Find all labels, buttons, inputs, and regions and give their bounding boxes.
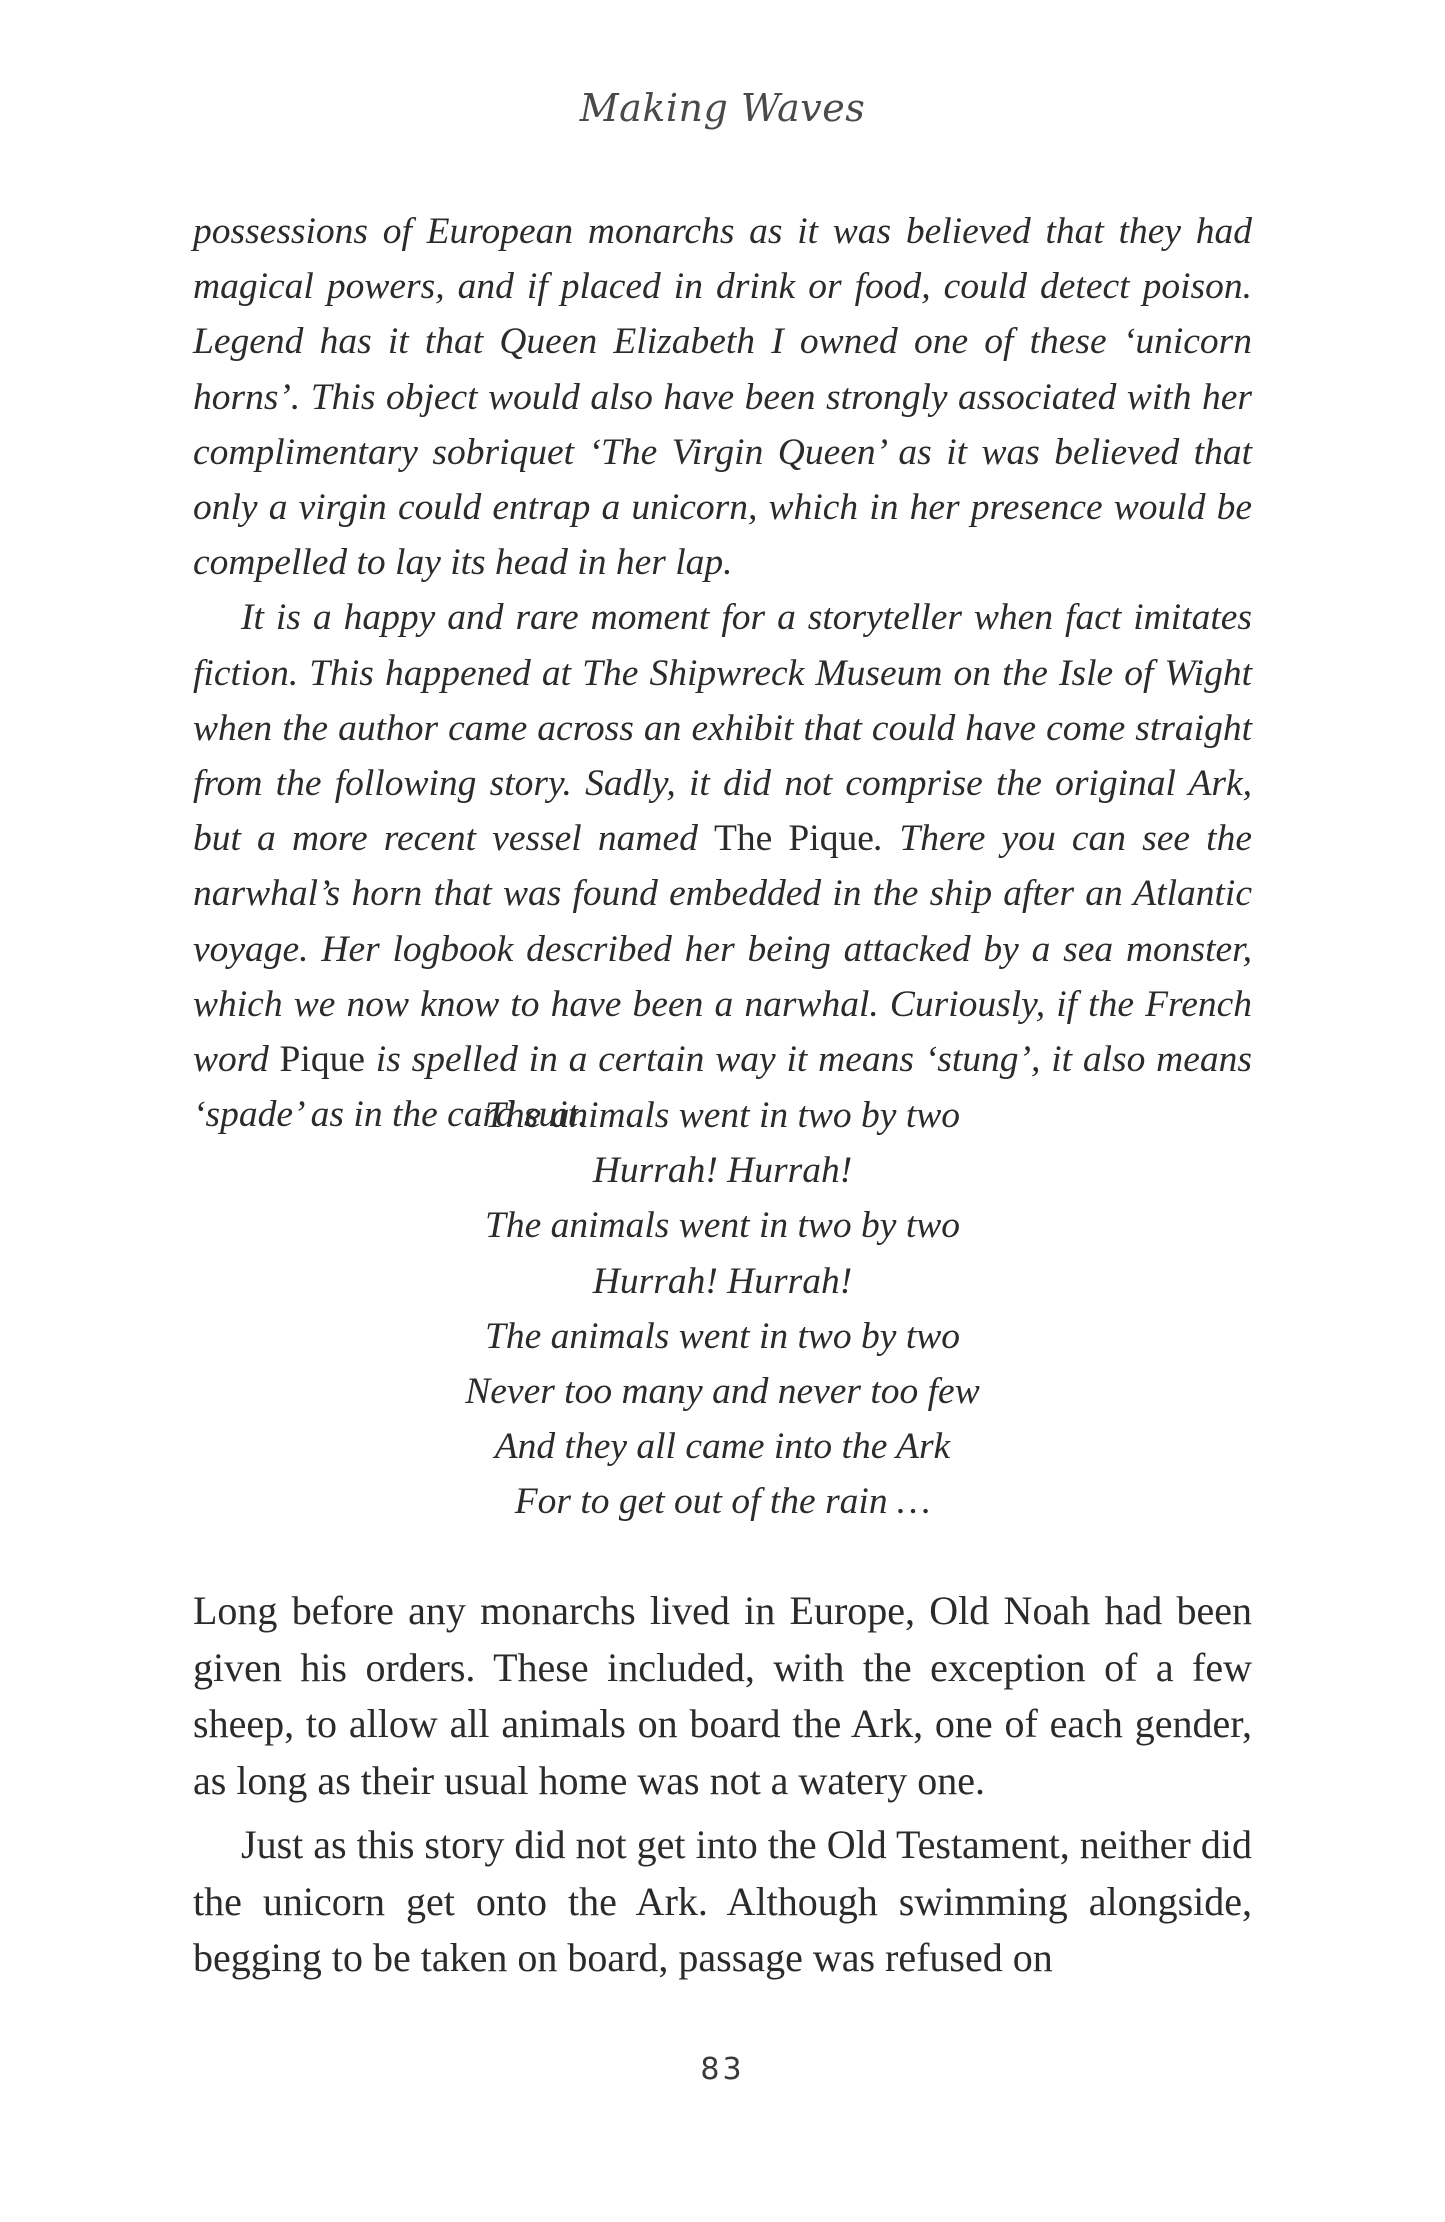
verse-block [0,1088,1445,1530]
intro-paragraph-2-part-b: . There you can see the narwhal’s horn that was found embedded in the ship after an Atlantic voyage. Her logbook described her being attacked by a sea monster, which we now know to have been a narwhal. Curiously, if the French word [193,818,1252,1081]
intro-paragraph-2-part-c: is spelled in a certain way it means ‘stung’, it also means ‘spade’ as in the card suit. [193,1039,1253,1136]
intro-paragraph-2 [193,590,1252,1142]
verse-line: The animals went in two by two [484,1095,960,1136]
page-number: 83 [700,2052,745,2087]
intro-text [193,204,1252,1142]
verse-line: The animals went in two by two [484,1205,960,1247]
verse-line: And they all came into the Ark [494,1426,951,1468]
story-paragraph-1: Long before any monarchs lived in Europe, Old Noah had been given his orders. These included, with the exception of a few sheep, to allow all animals on board the Ark, one of each gender, as long as their usual home was not a watery one. [193,1588,1252,1803]
verse-line: Hurrah! Hurrah! [592,1150,853,1192]
verse-line: The animals went in two by two [484,1315,960,1357]
running-head: Making Waves [579,86,866,130]
french-word: Pique [279,1039,365,1081]
story-text [193,1583,1252,1987]
intro-paragraph-1: possessions of European monarchs as it was believed that they had magical powers, and if placed in drink or food, could detect poison. Legend has it that Queen Elizabeth I owned one of these ‘unicorn horns’. This object would also have been strongly associated with her complimentary sobriquet ‘The Virgin Queen’ as it was believed that only a virgin could entrap a unicorn, which in her presence would be compelled to lay its head in her lap. [193,211,1252,584]
story-paragraph-2: Just as this story did not get into the Old Testament, neither did the unicorn get onto the Ark. Although swimming alongside, begging to be taken on board, passage was refused on [193,1822,1252,1980]
verse-line: Never too many and never too few [465,1371,980,1413]
verse-line: For to get out of the rain … [514,1481,931,1523]
verse-line: Hurrah! Hurrah! [592,1260,853,1302]
ship-name: The Pique [713,818,874,860]
intro-paragraph-2-part-a: It is a happy and rare moment for a storyteller when fact imitates fiction. This happened at The Shipwreck Museum on the Isle of Wight when the author came across an exhibit that could have come straight from the following story. Sadly, it did not comprise the original Ark, but a more recent vessel named [193,597,1252,860]
